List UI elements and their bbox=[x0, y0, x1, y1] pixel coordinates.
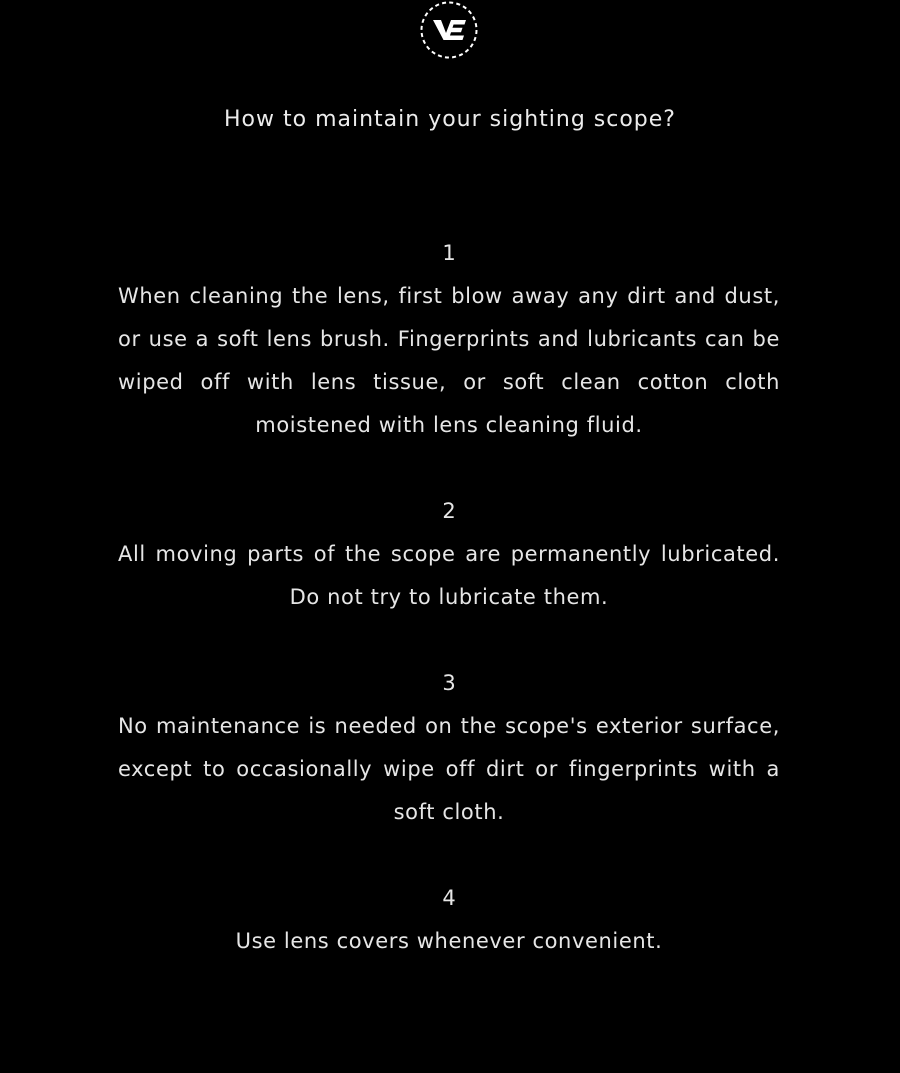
step-number: 4 bbox=[442, 886, 456, 910]
step-item bbox=[118, 662, 780, 834]
logo-e-top-bar bbox=[451, 20, 467, 25]
brand-logo-icon bbox=[419, 0, 479, 60]
logo-e-bottom-bar bbox=[446, 36, 465, 41]
step-number: 1 bbox=[442, 241, 456, 265]
step-text: Use lens covers whenever convenient. bbox=[235, 929, 663, 953]
ve-logo-svg bbox=[419, 0, 479, 60]
step-spacer bbox=[118, 447, 780, 490]
step-spacer bbox=[118, 619, 780, 662]
step-item bbox=[118, 490, 780, 619]
step-text: All moving parts of the scope are permanently lubricated. Do not try to lubricate them. bbox=[118, 542, 780, 609]
logo-e-middle-bar bbox=[448, 28, 463, 32]
maintenance-steps-list bbox=[118, 232, 780, 963]
step-number: 3 bbox=[442, 671, 456, 695]
step-spacer bbox=[118, 834, 780, 877]
step-item bbox=[118, 877, 780, 963]
step-text: No maintenance is needed on the scope's exterior surface, except to occasionally wipe off dirt or fingerprints with a soft cloth. bbox=[118, 714, 780, 824]
step-text: When cleaning the lens, first blow away any dirt and dust, or use a soft lens brush. Fingerprints and lubricants can be wiped off with lens tissue, or soft clean cotton cloth moistened with lens cleaning fluid. bbox=[118, 284, 780, 437]
page-title: How to maintain your sighting scope? bbox=[224, 107, 676, 132]
step-number: 2 bbox=[442, 499, 456, 523]
step-item bbox=[118, 232, 780, 447]
